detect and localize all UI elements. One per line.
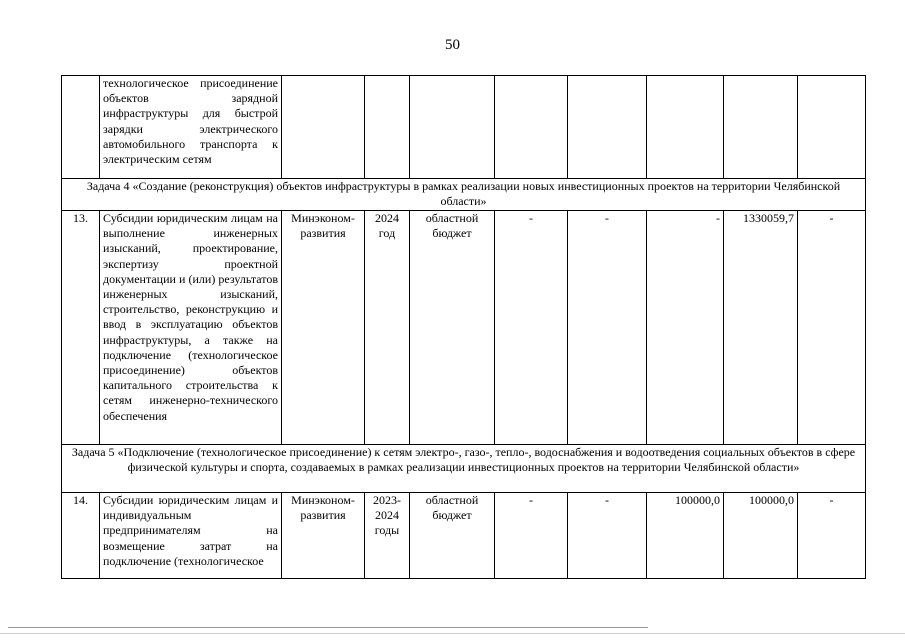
- page-number: 50: [445, 37, 460, 53]
- amount-cell-1: -: [495, 493, 568, 579]
- amount-cell-5: -: [798, 493, 866, 579]
- amount-cell-3: -: [647, 211, 724, 445]
- amount-cell-4: 1330059,7: [724, 211, 798, 445]
- row-number-cell: 13.: [62, 211, 100, 445]
- row-number-cell: 14.: [62, 493, 100, 579]
- task-title: Задача 5 «Подключение (технологическое присоединение) к сетям электро-, газо-, тепло-, водоснабжения и водоотведения социальных объектов в сфере физической культуры и спорта, создаваемых в рамках реализации инвестиционных проектов на территории Челябинской области»: [62, 445, 866, 493]
- task-header-row: [62, 445, 866, 493]
- scan-edge-line-2: [0, 633, 905, 634]
- amount-cell-1: [495, 76, 568, 179]
- amount-cell-5: [798, 76, 866, 179]
- amount-cell-5: -: [798, 211, 866, 445]
- description-cell: Субсидии юридическим лицам и индивидуальным предпринимателям на возмещение затрат на подключение (технологическое: [100, 493, 282, 579]
- table-row: [62, 211, 866, 445]
- amount-cell-2: -: [568, 211, 647, 445]
- funding-source-cell: областной бюджет: [410, 211, 495, 445]
- period-cell: [365, 76, 410, 179]
- amount-cell-3: 100000,0: [647, 493, 724, 579]
- executor-cell: Минэконом-развития: [282, 493, 365, 579]
- amount-cell-2: [568, 76, 647, 179]
- amount-cell-3: [647, 76, 724, 179]
- description-cell: Субсидии юридическим лицам на выполнение инженерных изысканий, проектирование, экспертизу проектной документации и (или) результатов инженерных изысканий, строительство, реконструкцию и ввод в эксплуатацию объектов инфраструктуры, а также на подключение (технологическое присоединение) объектов капитального строительства к сетям инженерно-технического обеспечения: [100, 211, 282, 445]
- amount-cell-4: 100000,0: [724, 493, 798, 579]
- amount-cell-1: -: [495, 211, 568, 445]
- program-table: [61, 75, 866, 579]
- table-body: [62, 76, 866, 579]
- executor-cell: Минэконом-развития: [282, 211, 365, 445]
- funding-source-cell: [410, 76, 495, 179]
- funding-source-cell: областной бюджет: [410, 493, 495, 579]
- executor-cell: [282, 76, 365, 179]
- period-cell: 2024 год: [365, 211, 410, 445]
- table-row: [62, 493, 866, 579]
- amount-cell-4: [724, 76, 798, 179]
- amount-cell-2: -: [568, 493, 647, 579]
- description-cell: технологическое присоединение объектов зарядной инфраструктуры для быстрой зарядки электрического автомобильного транспорта к электрическим сетям: [100, 76, 282, 179]
- table-row: [62, 76, 866, 179]
- period-cell: 2023-2024 годы: [365, 493, 410, 579]
- task-header-row: [62, 179, 866, 211]
- scan-edge-line: [8, 627, 648, 628]
- task-title: Задача 4 «Создание (реконструкция) объектов инфраструктуры в рамках реализации новых инвестиционных проектов на территории Челябинской области»: [62, 179, 866, 211]
- row-number-cell: [62, 76, 100, 179]
